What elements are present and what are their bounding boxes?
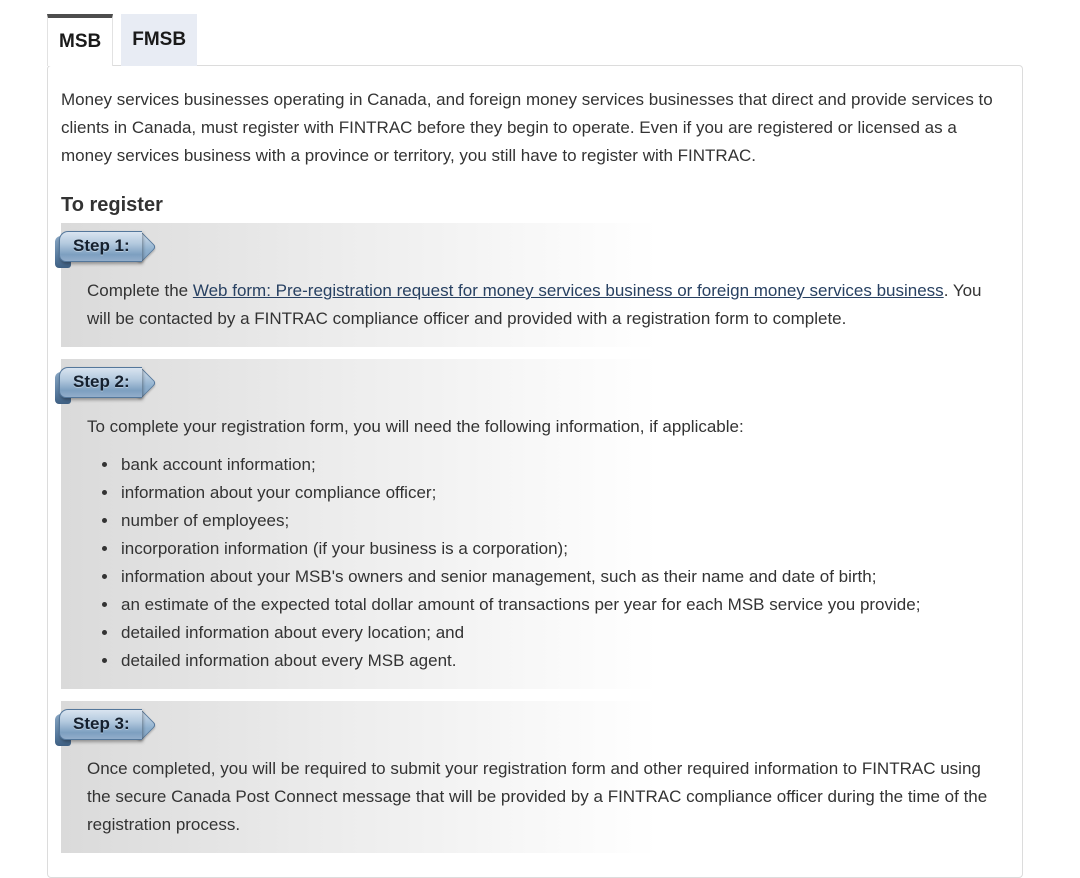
list-item: • information about your compliance officer; [119,479,994,507]
list-item: • number of employees; [119,507,994,535]
step-1-badge-label: Step 1: [73,236,130,255]
list-item: • information about your MSB's owners and senior management, such as their name and date of birth; [119,563,994,591]
step-1-section [61,223,1008,347]
step-1-text-after: . You will be contacted by a FINTRAC compliance officer and provided with a registration form to complete. [87,281,982,328]
step-3-badge-label: Step 3: [73,714,130,733]
step-2-badge-label: Step 2: [73,372,130,391]
step-1-content [61,262,998,333]
list-item: • bank account information; [119,451,994,479]
tab-bar [47,14,1023,66]
preregistration-webform-link[interactable]: Web form: Pre-registration request for money services business or foreign money services business [192,281,944,300]
tab-fmsb[interactable]: FMSB [121,14,197,66]
msb-registration-widget [47,14,1023,878]
step-3-text: Once completed, you will be required to submit your registration form and other required information to FINTRAC using the secure Canada Post Connect message that will be provided by a FINTRAC compliance officer during the time of the registration process. [87,759,988,834]
list-item: • an estimate of the expected total dollar amount of transactions per year for each MSB service you provide; [119,591,994,619]
step-1-text [87,277,994,333]
step-1-badge [59,231,142,262]
step-2-content [61,398,998,675]
step-2-intro: To complete your registration form, you will need the following information, if applicable: [87,417,744,436]
section-heading: To register [61,194,163,216]
step-3-section [61,701,1008,853]
step-1-text-before: Complete the [87,281,193,300]
step-2-badge [59,367,142,398]
intro-paragraph: Money services businesses operating in Canada, and foreign money services businesses that direct and provide services to clients in Canada, must register with FINTRAC before they begin to operate. Even if you are registered or licensed as a money services business with a province or territory, you still have to register with FINTRAC. [61,90,993,165]
step-3-content [61,740,998,839]
list-item: • detailed information about every MSB agent. [119,647,994,675]
list-item: • incorporation information (if your business is a corporation); [119,535,994,563]
tab-panel-msb [47,65,1023,878]
required-information-list [87,451,994,675]
step-2-section [61,359,1008,689]
list-item: • detailed information about every location; and [119,619,994,647]
tab-msb[interactable]: MSB [47,14,113,66]
step-3-badge [59,709,142,740]
